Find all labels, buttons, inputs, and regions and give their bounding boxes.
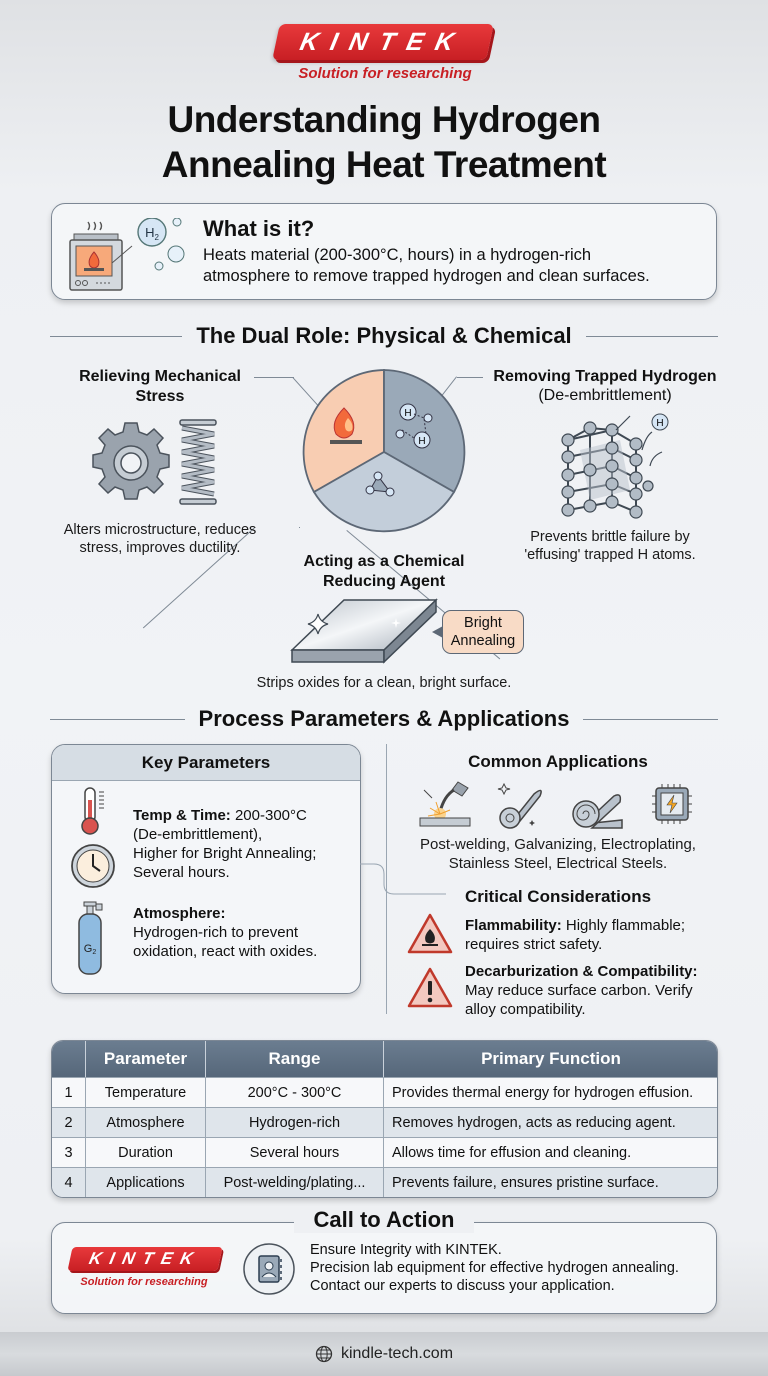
logo-tagline: Solution for researching xyxy=(298,65,472,82)
chemical-body: Strips oxides for a clean, bright surface. xyxy=(256,675,512,691)
gear-icon xyxy=(88,420,174,506)
temp-time-label: Temp & Time: xyxy=(133,807,231,824)
cell-range: Several hours xyxy=(206,1137,384,1167)
what-is-it-body-line1: Heats material (200-300°C, hours) in a hydrogen-rich xyxy=(203,246,592,264)
cta-line3: Contact our experts to discuss your application. xyxy=(310,1278,615,1294)
cell-function: Prevents failure, ensures pristine surface. xyxy=(384,1167,718,1197)
header-range: Range xyxy=(206,1041,384,1077)
decarburization-line2: alloy compatibility. xyxy=(465,1001,586,1018)
bright-annealing-callout xyxy=(442,610,524,654)
furnace-icon xyxy=(66,218,188,292)
table-row xyxy=(52,1137,718,1167)
temp-time-text xyxy=(133,806,316,882)
contact-book-icon xyxy=(242,1242,296,1296)
exclamation-warning-icon xyxy=(406,966,454,1010)
header-parameter: Parameter xyxy=(86,1041,206,1077)
cta-logo-text: KINTEK xyxy=(87,1249,203,1268)
key-parameters-header xyxy=(52,745,360,781)
decarburization-label: Decarburization & Compatibility: xyxy=(465,963,698,980)
svg-text:H: H xyxy=(404,408,412,419)
cell-index: 3 xyxy=(52,1137,86,1167)
leader-line xyxy=(299,527,300,528)
header-index xyxy=(52,1041,86,1077)
atmosphere-label: Atmosphere: xyxy=(133,905,226,922)
flammability-text xyxy=(465,916,685,954)
cta-text xyxy=(310,1241,679,1295)
table-row xyxy=(52,1107,718,1137)
globe-icon xyxy=(315,1345,333,1363)
divider xyxy=(50,719,185,720)
temp-value: 200-300°C xyxy=(234,807,307,824)
cell-function: Allows time for effusion and cleaning. xyxy=(384,1137,718,1167)
cell-function: Removes hydrogen, acts as reducing agent. xyxy=(384,1107,718,1137)
svg-text:H: H xyxy=(656,418,664,429)
cta-logo-tagline: Solution for researching xyxy=(80,1276,208,1288)
page-title-line2: Annealing Heat Treatment xyxy=(161,144,607,185)
cell-range: 200°C - 300°C xyxy=(206,1077,384,1107)
parameters-table xyxy=(51,1040,718,1198)
cta-line2: Precision lab equipment for effective hydrogen annealing. xyxy=(310,1260,679,1276)
decarburization-line1: May reduce surface carbon. Verify xyxy=(465,982,693,999)
cell-range: Post-welding/plating... xyxy=(206,1167,384,1197)
considerations-title: Critical Considerations xyxy=(464,887,652,906)
mechanical-body-line1: Alters microstructure, reduces xyxy=(63,522,257,538)
cell-parameter: Duration xyxy=(86,1137,206,1167)
divider xyxy=(586,336,718,337)
spring-icon xyxy=(178,418,218,506)
atm-line1: Hydrogen-rich to prevent xyxy=(133,924,299,941)
hydrogen-body-line1: Prevents brittle failure by xyxy=(530,529,690,545)
dual-role-pie xyxy=(302,364,466,544)
process-section-header xyxy=(50,706,718,732)
dual-role-title: The Dual Role: Physical & Chemical xyxy=(196,323,572,348)
cta-line1: Ensure Integrity with KINTEK. xyxy=(310,1242,502,1258)
key-parameters-title: Key Parameters xyxy=(141,753,271,772)
mechanical-title-line2: Stress xyxy=(135,388,185,405)
table-row xyxy=(52,1077,718,1107)
applications-body-line1: Post-welding, Galvanizing, Electroplating, xyxy=(420,836,696,853)
what-is-it-heading: What is it? xyxy=(203,216,315,241)
thermometer-icon xyxy=(80,786,110,836)
temp-line3: Higher for Bright Annealing; xyxy=(133,845,317,862)
flammability-label: Flammability: xyxy=(465,917,562,934)
mechanical-body-line2: stress, improves ductility. xyxy=(79,540,241,556)
atm-line2: oxidation, react with oxides. xyxy=(133,943,318,960)
temp-line4: Several hours. xyxy=(133,864,230,881)
footer xyxy=(0,1332,768,1376)
svg-text:H: H xyxy=(418,436,426,447)
cta-title: Call to Action xyxy=(294,1207,474,1233)
clock-icon xyxy=(70,843,116,889)
cell-index: 4 xyxy=(52,1167,86,1197)
hydrogen-body-line2: 'effusing' trapped H atoms. xyxy=(524,547,696,563)
temp-line2: (De-embrittlement), xyxy=(133,826,263,843)
svg-text:H2: $H_2$ xyxy=(145,225,159,242)
flammability-line1: Highly flammable; xyxy=(565,917,686,934)
cell-index: 1 xyxy=(52,1077,86,1107)
cell-range: Hydrogen-rich xyxy=(206,1107,384,1137)
page-title-line1: Understanding Hydrogen xyxy=(167,99,601,140)
logo-text: KINTEK xyxy=(297,27,469,56)
decarburization-text xyxy=(465,962,698,1019)
process-title: Process Parameters & Applications xyxy=(198,706,570,731)
dual-role-section-header xyxy=(50,323,718,349)
flammable-warning-icon xyxy=(406,912,454,956)
cell-parameter: Temperature xyxy=(86,1077,206,1107)
applications-title: Common Applications xyxy=(468,752,648,771)
chemical-title-line1: Acting as a Chemical xyxy=(303,553,465,570)
callout-pointer xyxy=(432,626,443,638)
steel-coil-icon xyxy=(570,784,624,830)
callout-line1: Bright xyxy=(464,615,502,631)
cta-kintek-logo xyxy=(67,1247,222,1271)
what-is-it-body-line2: atmosphere to remove trapped hydrogen and clean surfaces. xyxy=(203,267,650,285)
cell-index: 2 xyxy=(52,1107,86,1137)
divider xyxy=(50,336,182,337)
hydrogen-title-line1: Removing Trapped Hydrogen xyxy=(493,368,717,385)
leader-line xyxy=(254,377,294,378)
mechanical-title-line1: Relieving Mechanical xyxy=(79,368,241,385)
cell-function: Provides thermal energy for hydrogen effusion. xyxy=(384,1077,718,1107)
welding-icon xyxy=(418,780,474,830)
table-header-row xyxy=(52,1041,718,1077)
kintek-logo xyxy=(272,24,494,60)
galvanized-roll-icon xyxy=(496,780,546,830)
chemical-title-line2: Reducing Agent xyxy=(322,573,446,590)
cell-parameter: Applications xyxy=(86,1167,206,1197)
svg-text:G2: G2 xyxy=(83,943,97,956)
cell-parameter: Atmosphere xyxy=(86,1107,206,1137)
electrical-chip-icon xyxy=(650,782,694,826)
divider xyxy=(583,719,718,720)
gas-cylinder-icon xyxy=(76,900,110,976)
crystal-lattice-icon xyxy=(550,410,680,520)
callout-line2: Annealing xyxy=(450,633,516,649)
table-row xyxy=(52,1167,718,1197)
header-primary-function: Primary Function xyxy=(384,1041,718,1077)
metal-plate-icon xyxy=(288,596,440,666)
hydrogen-title-line2: (De-embrittlement) xyxy=(538,387,672,404)
atmosphere-text xyxy=(133,904,317,961)
applications-body-line2: Stainless Steel, Electrical Steels. xyxy=(448,855,668,872)
website-link[interactable]: kindle-tech.com xyxy=(340,1345,454,1362)
flammability-line2: requires strict safety. xyxy=(465,936,603,953)
